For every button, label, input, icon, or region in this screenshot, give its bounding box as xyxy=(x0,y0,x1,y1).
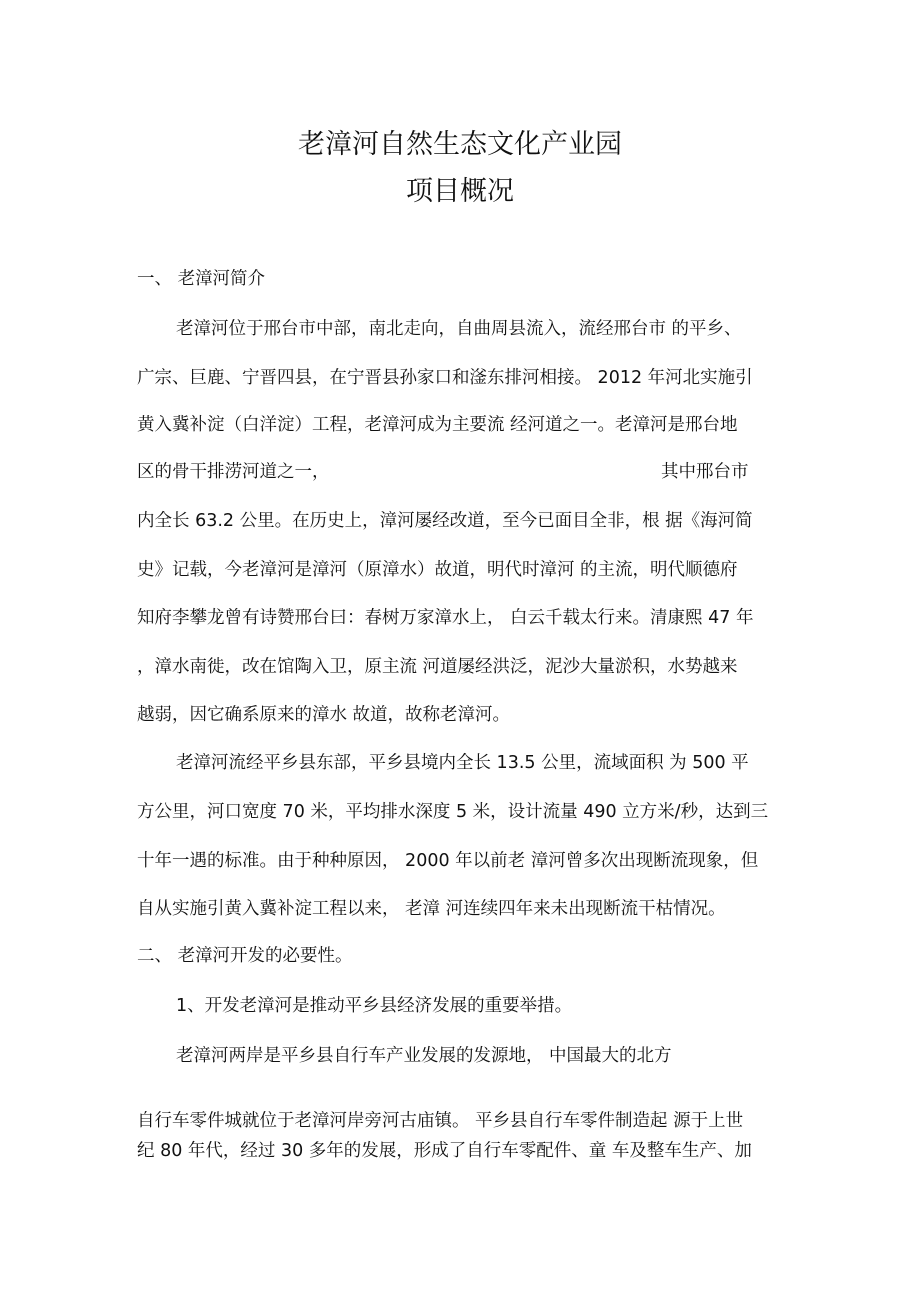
section-heading-2: 二、 老漳河开发的必要性。 xyxy=(137,946,353,966)
section-heading-1: 一、 老漳河简介 xyxy=(137,269,266,289)
paragraph-line: 老漳河两岸是平乡县自行车产业发展的发源地， 中国最大的北方 xyxy=(176,1046,672,1066)
paragraph-line: 黄入冀补淀（白洋淀）工程，老漳河成为主要流 经河道之一。老漳河是邢台地 xyxy=(137,415,738,435)
paragraph-line: 越弱，因它确系原来的漳水 故道，故称老漳河。 xyxy=(137,705,511,725)
paragraph-line: 内全长 63.2 公里。在历史上，漳河屡经改道，至今已面目全非，根 据《海河简 xyxy=(137,511,753,531)
paragraph-line: 史》记载，今老漳河是漳河（原漳水）故道，明代时漳河 的主流，明代顺德府 xyxy=(137,560,738,580)
document-subtitle: 项目概况 xyxy=(406,176,514,207)
paragraph-line: 老漳河流经平乡县东部，平乡县境内全长 13.5 公里，流域面积 为 500 平 xyxy=(176,753,749,773)
paragraph-line: 自从实施引黄入冀补淀工程以来， 老漳 河连续四年来未出现断流干枯情况。 xyxy=(137,899,726,919)
paragraph-line: ，漳水南徙，改在馆陶入卫，原主流 河道屡经洪泛，泥沙大量淤积，水势越来 xyxy=(137,657,738,677)
paragraph-line: 知府李攀龙曾有诗赞邢台曰：春树万家漳水上， 白云千载太行来。清康熙 47 年 xyxy=(137,608,754,628)
document-title: 老漳河自然生态文化产业园 xyxy=(298,129,622,160)
paragraph-line: 老漳河位于邢台市中部，南北走向，自曲周县流入，流经邢台市 的平乡、 xyxy=(176,319,742,339)
paragraph-line: 自行车零件城就位于老漳河岸旁河古庙镇。 平乡县自行车零件制造起 源于上世 xyxy=(137,1111,744,1131)
paragraph-line: 区的骨干排涝河道之一， xyxy=(137,462,330,482)
paragraph-line: 十年一遇的标准。由于种种原因， 2000 年以前老 漳河曾多次出现断流现象，但 xyxy=(137,851,759,871)
paragraph-line: 广宗、巨鹿、宁晋四县，在宁晋县孙家口和滏东排河相接。 2012 年河北实施引 xyxy=(137,368,753,388)
paragraph-line: 其中邢台市 xyxy=(661,462,749,482)
paragraph-line: 纪 80 年代，经过 30 多年的发展，形成了自行车零配件、童 车及整车生产、加 xyxy=(137,1141,752,1161)
subsection-heading-1: 1、开发老漳河是推动平乡县经济发展的重要举措。 xyxy=(176,996,573,1016)
paragraph-line: 方公里，河口宽度 70 米，平均排水深度 5 米，设计流量 490 立方米/秒，达到三 xyxy=(137,802,769,822)
